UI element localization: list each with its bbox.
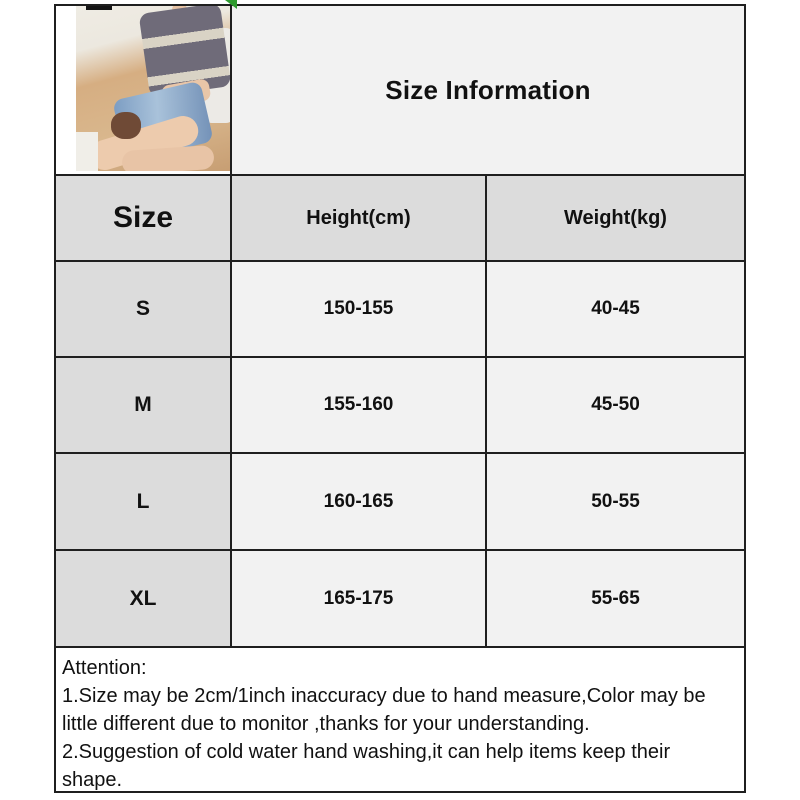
row-xl-height-value: 165-175 [232,551,487,648]
attention-section [56,648,744,791]
photo-top-mark [86,6,112,10]
row-s-weight-value: 40-45 [487,262,744,358]
size-chart-grid [56,6,744,791]
column-header-size: Size [56,176,232,262]
column-header-height: Height(cm) [232,176,487,262]
row-xl-weight-value: 55-65 [487,551,744,648]
attention-note-2: 2.Suggestion of cold water hand washing,it can help items keep their shape. [62,741,671,791]
attention-heading: Attention: [62,657,147,679]
row-l-size-label: L [56,454,232,551]
photo-baseboard [76,132,98,171]
attention-note-1: 1.Size may be 2cm/1inch inaccuracy due to hand measure,Color may be little different due to monitor ,thanks for your understanding. [62,685,706,735]
row-l-height-value: 160-165 [232,454,487,551]
row-m-height-value: 155-160 [232,358,487,454]
row-l-weight-value: 50-55 [487,454,744,551]
column-header-weight: Weight(kg) [487,176,744,262]
model-shoe [111,112,141,139]
row-s-size-label: S [56,262,232,358]
product-photo [76,6,230,171]
size-information-title: Size Information [232,6,744,176]
size-chart-table [54,4,746,793]
row-m-weight-value: 45-50 [487,358,744,454]
row-xl-size-label: XL [56,551,232,648]
product-photo-cell [56,6,232,176]
row-s-height-value: 150-155 [232,262,487,358]
row-m-size-label: M [56,358,232,454]
